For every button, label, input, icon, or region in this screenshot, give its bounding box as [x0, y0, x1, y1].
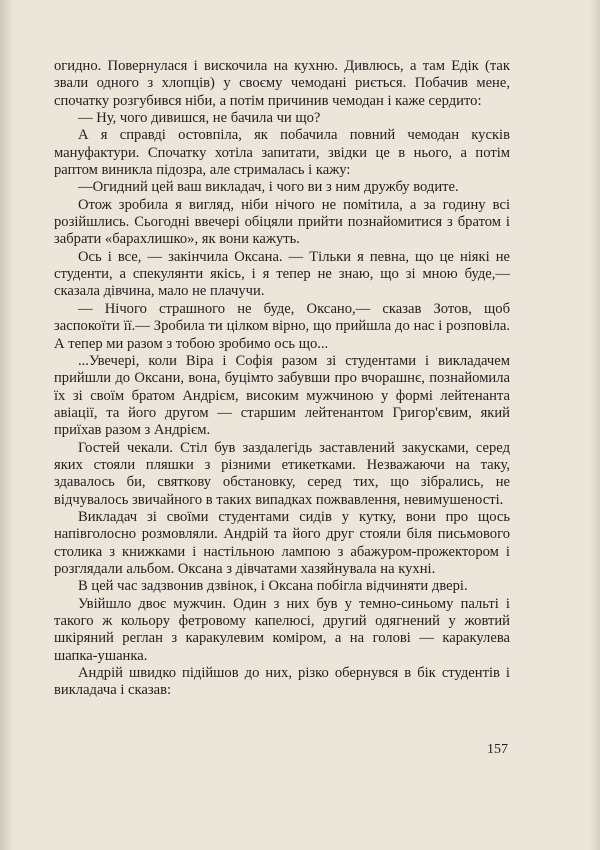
paragraph: В цей час задзвонив дзвінок, і Оксана побігла відчиняти двері. — [78, 578, 468, 595]
paragraph: —Огидний цей ваш викладач, і чого ви з ним дружбу водите. — [78, 179, 459, 196]
paragraph: ...Увечері, коли Віра і Софія разом зі студентами і викладачем прийшли до Оксани, вона, буцімто забувши про вчорашнє, познайомила їх зі своїм братом Андрієм, високим мужчиною у формі лейтенанта авіації, та його другом — старшим лейтенантом Григор'євим, який приїхав разом з Андрієм. — [54, 352, 510, 439]
paragraph: Гостей чекали. Стіл був заздалегідь заставлений закусками, серед яких стояли пляшки з різними етикетками. Незважаючи на таку, здавалось би, святкову обстановку, серед тих, що зібрались, не відчувалось звичайного в таких випадках пожвавлення, невимушеності. — [54, 439, 510, 508]
paragraph: Увійшло двоє мужчин. Один з них був у темно-синьому пальті і такого ж кольору фетровому капелюсі, другий одягнений у жовтий шкіряний реглан з каракулевим коміром, а на голові — каракулева шапка-ушанка. — [54, 595, 510, 664]
paragraph: Отож зробила я вигляд, ніби нічого не помітила, а за годину всі розійшлись. Сьогодні ввечері обіцяли прийти познайомитися з братом і забрати «барахлишко», як вони кажуть. — [54, 196, 510, 248]
paragraph: Ось і все, — закінчила Оксана. — Тільки я певна, що це ніякі не студенти, а спекулянти якісь, і я тепер не знаю, що зі мною буде,— сказала дівчина, мало не плачучи. — [54, 248, 510, 300]
paragraph: Андрій швидко підійшов до них, різко обернувся в бік студентів і викладача і сказав: — [54, 665, 510, 699]
paragraph: — Ну, чого дивишся, не бачила чи що? — [78, 110, 321, 127]
page-left-shadow — [0, 0, 14, 850]
paragraph: — Нічого страшного не буде, Оксано,— сказав Зотов, щоб заспокоїти її.— Зробила ти цілком вірно, що прийшла до нас і розповіла. А тепер ми разом з тобою зробимо ось що... — [54, 300, 510, 352]
paragraph: А я справді остовпіла, як побачила повний чемодан кусків мануфактури. Спочатку хотіла запитати, звідки це в нього, а потім раптом виникла підозра, але стрималась і кажу: — [54, 127, 510, 179]
paragraph: Викладач зі своїми студентами сидів у кутку, вони про щось напівголосно розмовляли. Андрій та його друг стояли біля письмового столика з книжками і настільною лампою з абажуром-прожектором і розглядали альбом. Оксана з дівчатами хазяйнувала на кухні. — [54, 508, 510, 577]
body-text — [54, 58, 510, 700]
paragraph-continued: огидно. Повернулася і вискочила на кухню. Дивлюсь, а там Едік (так звали одного з хлопців) у своєму чемодані риється. Побачив мене, спочатку розгубився ніби, а потім причинив чемодан і каже сердито: — [54, 58, 510, 109]
page-number: 157 — [487, 742, 508, 757]
page-right-shadow — [590, 0, 600, 850]
